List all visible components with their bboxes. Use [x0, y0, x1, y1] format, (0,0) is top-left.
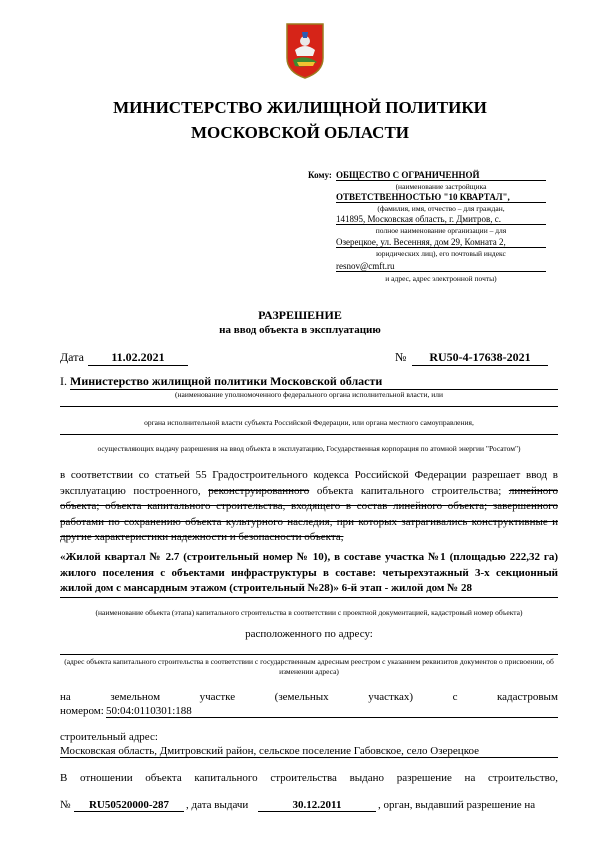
doc-subtitle: на ввод объекта в эксплуатацию	[219, 324, 381, 336]
paragraph-text: объекта капитального строительства;	[309, 484, 509, 497]
recipient-line2: ОТВЕТСТВЕННОСТЬЮ "10 КВАРТАЛ",	[336, 192, 546, 203]
recipient-line4: Озерецкое, ул. Весенняя, дом 29, Комната 2,	[336, 237, 546, 248]
permit-date-label: , дата выдачи	[186, 799, 249, 811]
recipient-hint4: юридических лиц), его почтовый индекс	[376, 249, 506, 258]
land-word: с	[452, 691, 458, 703]
struck-text: линейного объекта; объекта капитального строительства, входящего в состав линейного объекта; завершенного работами по сохранению объекта культурного наследия, при которых затрагивались конструктивные и другие характеристики надежности и безопасности объекта,	[60, 484, 558, 543]
struck-text: реконструированного	[208, 484, 310, 497]
object-hint: (наименование объекта (этапа) капитального строительства в соответствии с проектной документацией, кадастровый номер объекта)	[95, 608, 523, 617]
recipient-line1: ОБЩЕСТВО С ОГРАНИЧЕННОЙ	[336, 170, 546, 181]
land-word: земельном	[110, 691, 161, 703]
blank-line	[60, 434, 558, 435]
permit-tail: , орган, выдавший разрешение на	[378, 799, 536, 811]
land-word: на	[60, 691, 71, 703]
recipient-line3: 141895, Московская область, г. Дмитров, с.	[336, 214, 546, 225]
located-label: расположенного по адресу:	[245, 628, 373, 640]
build-address-label: строительный адрес:	[60, 731, 158, 743]
authority-hint1: (наименование уполномоченного федерального органа исполнительной власти, или	[175, 390, 443, 399]
paragraph-text: в соответствии со статьей 55 Градостроительного кодекса Российской Федерации разрешает ввод в эксплуатацию построенного,	[60, 469, 558, 497]
permit-no-value: RU50520000-287	[74, 799, 184, 812]
doc-title: РАЗРЕШЕНИЕ	[258, 308, 342, 322]
cadastral-label: номером:	[60, 705, 104, 717]
recipient-hint3: полное наименование организации – для	[375, 226, 507, 235]
address-line	[60, 654, 558, 655]
permit-line: В отношении объекта капитального строительства выдано разрешение на строительство,	[60, 772, 558, 784]
permit-date-value: 30.12.2011	[258, 799, 376, 812]
land-word: (земельных	[274, 691, 329, 703]
coat-of-arms-emblem	[285, 22, 325, 80]
number-value: RU50-4-17638-2021	[412, 350, 548, 366]
authority-hint3: осуществляющих выдачу разрешения на ввод объекта в эксплуатацию, Государственная корпорация по атомной энергии "Росатом")	[97, 444, 521, 453]
build-address-value: Московская область, Дмитровский район, сельское поселение Габовское, село Озерецкое	[60, 745, 558, 758]
permit-no-label: №	[60, 799, 71, 811]
land-word: участке	[199, 691, 236, 703]
ministry-title-line1: МИНИСТЕРСТВО ЖИЛИЩНОЙ ПОЛИТИКИ	[113, 98, 487, 117]
recipient-email: resnov@cmft.ru	[336, 261, 546, 272]
ministry-title-line2: МОСКОВСКОЙ ОБЛАСТИ	[190, 123, 410, 142]
recipient-hint2: (фамилия, имя, отчество – для граждан,	[377, 204, 505, 213]
land-word: участках)	[368, 691, 414, 703]
recipient-hint5: и адрес, адрес электронной почты)	[385, 274, 497, 283]
recipient-hint1: (наименование застройщика	[395, 182, 487, 191]
date-value: 11.02.2021	[88, 350, 188, 366]
number-label: №	[395, 350, 407, 364]
recipient-label: Кому:	[308, 170, 332, 180]
blank-line	[60, 406, 558, 407]
object-name: «Жилой квартал № 2.7 (строительный номер № 10), в составе участка №1 (площадью 222,32 га) жилого поселения с объектами инфраструктуры в составе: четырехэтажный 3-х секционный жилой дом с мансардным этажом (строительный №28)» 6-й этап - жилой дом № 28	[60, 550, 558, 598]
permission-paragraph	[60, 468, 558, 546]
authority-hint2: органа исполнительной власти субъекта Российской Федерации, или органа местного самоуправления,	[144, 418, 474, 427]
land-word: кадастровым	[497, 691, 558, 703]
land-plot-line	[60, 691, 558, 703]
authority-name: Министерство жилищной политики Московской области	[70, 374, 558, 390]
cadastral-value: 50:04:0110301:188	[106, 705, 558, 718]
date-label: Дата	[60, 350, 84, 364]
address-hint: (адрес объекта капитального строительства в соответствии с государственным адресным реестром с указанием реквизитов документов о присвоении, об изменении адреса)	[64, 657, 554, 676]
section-roman: I.	[60, 374, 67, 388]
